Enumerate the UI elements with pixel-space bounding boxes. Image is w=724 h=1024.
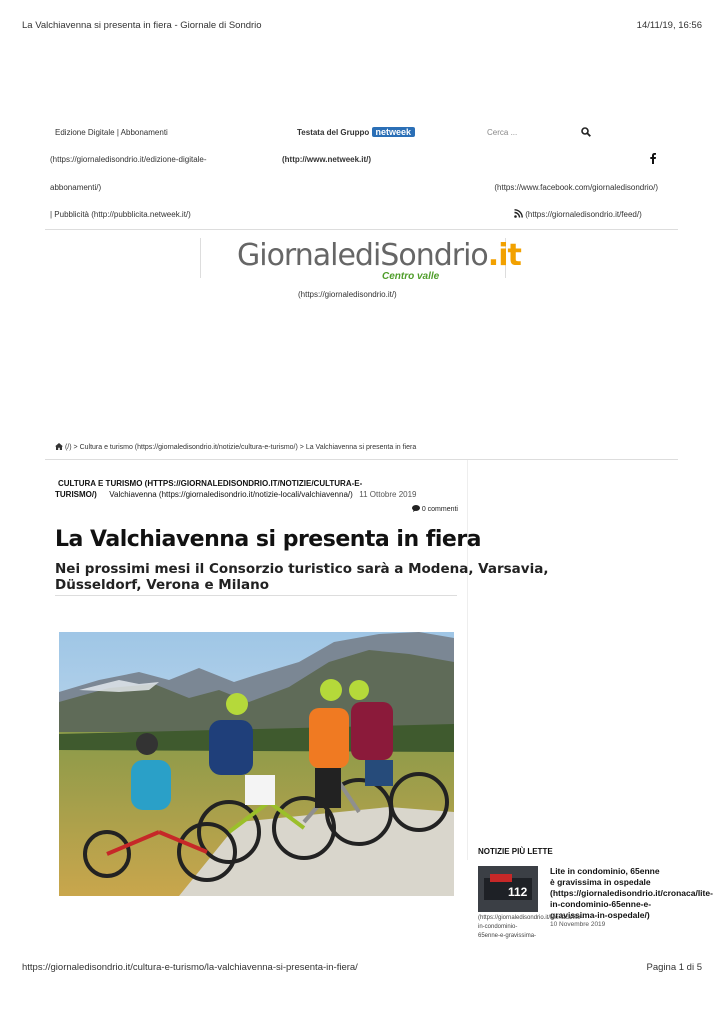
breadcrumb-current: La Valchiavenna si presenta in fiera xyxy=(305,444,417,451)
breadcrumb-divider xyxy=(45,459,678,460)
print-page-title: La Valchiavenna si presenta in fiera - Giornale di Sondrio xyxy=(22,20,262,31)
logo-left-rule xyxy=(200,238,201,278)
title-divider xyxy=(55,595,457,596)
netweek-logo[interactable]: netweek xyxy=(372,127,416,137)
sidebar-item-image[interactable] xyxy=(478,866,538,912)
feed-url[interactable]: (https://giornaledisondrio.it/feed/) xyxy=(525,210,642,219)
edizione-link[interactable]: Edizione Digitale | Abbonamenti xyxy=(55,128,168,137)
locale-link[interactable]: Valchiavenna (https://giornaledisondrio.it/notizie-locali/valchiavenna/) xyxy=(109,490,353,499)
img-url-line-3: 65enne-e-gravissima- xyxy=(478,933,537,939)
breadcrumb-section[interactable]: Cultura e turismo (https://giornaledisondrio.it/notizie/cultura-e-turismo/) xyxy=(79,444,298,451)
sidebar-item-date: 10 Novembre 2019 xyxy=(550,921,606,928)
logo-subtitle: Centro valle xyxy=(382,271,440,282)
article-date: 11 Ottobre 2019 xyxy=(359,490,417,499)
comments-count: 0 commenti xyxy=(421,506,458,513)
search-icon[interactable] xyxy=(581,127,591,137)
subtitle-line-2: Düsseldorf, Verona e Milano xyxy=(55,577,269,593)
sidebar-title-line-2: è gravissima in ospedale xyxy=(550,877,651,887)
category-link[interactable]: CULTURA E TURISMO (HTTPS://GIORNALEDISONDRIO.IT/NOTIZIE/CULTURA-E- xyxy=(58,479,363,488)
comments-link[interactable] xyxy=(412,505,458,513)
article-meta-line xyxy=(55,490,417,499)
breadcrumb xyxy=(55,443,416,451)
comment-icon xyxy=(412,505,420,512)
subtitle-line-1: Nei prossimi mesi il Consorzio turistico sarà a Modena, Varsavia, xyxy=(55,561,549,577)
netweek-url[interactable]: (http://www.netweek.it/) xyxy=(282,155,372,164)
article-subtitle xyxy=(55,561,548,593)
logo-text: GiornalediSondrio xyxy=(237,238,488,273)
sidebar-image-url[interactable] xyxy=(478,914,583,941)
breadcrumb-sep: > xyxy=(299,444,304,451)
sidebar-url-line-1: (https://giornaledisondrio.it/cronaca/lite- xyxy=(550,888,713,898)
article-image xyxy=(59,632,454,896)
facebook-url[interactable]: (https://www.facebook.com/giornaledisondrio/) xyxy=(494,183,658,192)
sidebar-title-line-1: Lite in condominio, 65enne xyxy=(550,866,660,876)
testata-gruppo xyxy=(297,127,415,137)
print-datetime: 14/11/19, 16:56 xyxy=(636,20,702,31)
breadcrumb-home[interactable]: (/) xyxy=(64,444,72,451)
site-logo[interactable] xyxy=(237,238,521,273)
rss-feed-link[interactable] xyxy=(514,209,642,219)
category-link-cont[interactable]: TURISMO/) xyxy=(55,490,97,499)
home-icon[interactable] xyxy=(55,443,63,450)
testata-label: Testata del Gruppo xyxy=(297,128,370,137)
logo-tld: .it xyxy=(487,238,521,273)
sidebar-item-title[interactable] xyxy=(550,866,713,921)
breadcrumb-sep: > xyxy=(73,444,78,451)
sidebar-url-line-3: gravissima-in-ospedale/) xyxy=(550,910,650,920)
edizione-url[interactable]: (https://giornaledisondrio.it/edizione-digitale- xyxy=(50,155,207,164)
logo-url[interactable]: (https://giornaledisondrio.it/) xyxy=(298,290,397,299)
column-divider xyxy=(467,460,468,860)
search-input[interactable]: Cerca ... xyxy=(487,128,518,137)
header-divider xyxy=(45,229,678,230)
facebook-icon[interactable] xyxy=(649,152,657,164)
sidebar-heading: NOTIZIE PIÙ LETTE xyxy=(478,847,553,856)
edizione-url-cont[interactable]: abbonamenti/) xyxy=(50,183,102,192)
rss-icon xyxy=(514,209,523,218)
article-title: La Valchiavenna si presenta in fiera xyxy=(55,527,482,552)
img-url-line-1: (https://giornaledisondrio.it/cronaca/lite- xyxy=(478,915,583,921)
print-footer-url: https://giornaledisondrio.it/cultura-e-turismo/la-valchiavenna-si-presenta-in-fiera/ xyxy=(22,962,358,973)
img-url-line-2: in-condominio- xyxy=(478,924,518,930)
pubblicita-link[interactable]: | Pubblicità (http://pubblicita.netweek.it/) xyxy=(50,210,191,219)
print-page-number: Pagina 1 di 5 xyxy=(646,962,702,973)
badge-112: 112 xyxy=(508,885,528,899)
sidebar-url-line-2: in-condominio-65enne-e- xyxy=(550,899,652,909)
